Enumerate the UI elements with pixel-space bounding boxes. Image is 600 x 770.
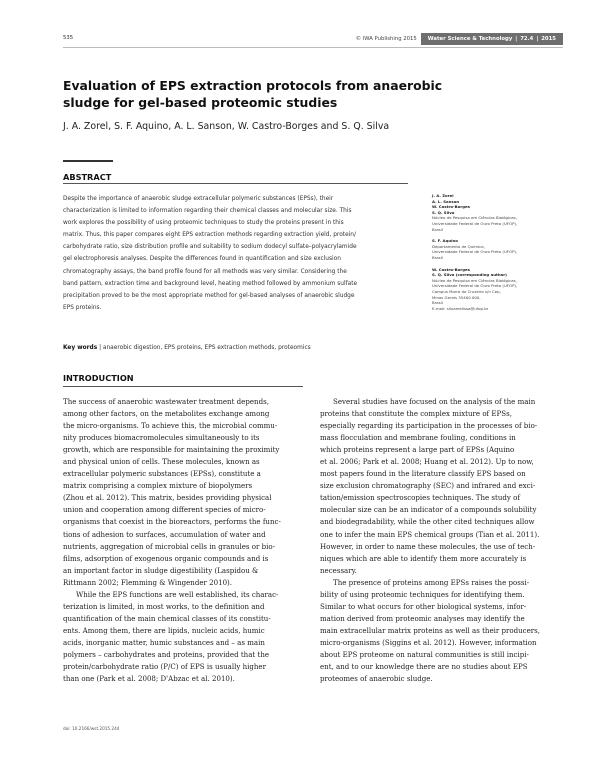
body-line: films, adsorption of exogenous organic compounds and is	[63, 553, 269, 563]
header-rule	[63, 47, 563, 48]
body-line: mation derived from proteomic analyses may identify the	[320, 613, 525, 623]
body-line: and biodegradability, while the other cited techniques allow	[320, 517, 535, 527]
affiliation-line: Departamento de Química,	[432, 243, 485, 249]
keywords-list: | anaerobic digestion, EPS proteins, EPS extraction methods, proteomics	[99, 345, 311, 351]
body-line: proteomes of anaerobic sludge.	[320, 674, 433, 684]
title-line-2: sludge for gel-based proteomic studies	[63, 95, 338, 110]
body-line: protein/carbohydrate ratio (P/C) of EPS is usually higher	[63, 662, 266, 672]
author-name: A. L. Sanson	[432, 198, 460, 204]
intro-column-2	[320, 396, 563, 685]
affiliation-line: Brasil	[432, 226, 443, 232]
affiliation-line: Universidade Federal de Ouro Preto (UFOP),	[432, 249, 518, 255]
section-divider	[63, 160, 113, 162]
body-line: Rittmann 2002; Flemming & Wingender 2010).	[63, 577, 233, 587]
introduction-rule	[63, 386, 303, 387]
affiliation-line: Universidade Federal de Ouro Preto (UFOP),	[432, 283, 518, 289]
affiliation-line: Campus Morro do Cruzeiro s/n Cep,	[432, 288, 501, 294]
body-line: mass flocculation and membrane fouling, conditions in	[320, 433, 516, 443]
body-line: nity produces biomacromolecules simultaneously to its	[63, 433, 260, 443]
abstract-line: band pattern, extraction time and background level, heating method followed by ammonium sulfate	[63, 280, 358, 287]
affiliation-email: E-mail: silvamelissa@ufop.br	[432, 305, 489, 311]
body-line: acids, inorganic matter, humic substances and – as main	[63, 637, 265, 647]
abstract-line: chromatography assays, the band profile found for all methods was very similar. Considering the	[63, 268, 347, 275]
running-header	[63, 33, 563, 45]
author-name: J. A. Zorel	[432, 193, 454, 198]
abstract-rule	[63, 183, 408, 184]
journal-name: Water Science & Technology	[427, 36, 513, 42]
affiliation-line: Minas Gerais 35400 000,	[432, 294, 481, 300]
author-name: S. F. Aquino	[432, 238, 458, 244]
introduction-heading: INTRODUCTION	[63, 373, 134, 383]
journal-bar: Water Science & Technology | 72.4 | 2015	[421, 33, 563, 45]
body-line: and physical union of cells. These molecules, known as	[63, 457, 260, 467]
body-line: organisms that coexist in the bioreactors, performs the func-	[63, 517, 281, 527]
article-title	[63, 77, 483, 111]
header-right	[356, 33, 563, 45]
body-line: terization is limited, in most works, to the definition and	[63, 601, 265, 611]
intro-column-1	[63, 396, 303, 685]
body-line: tions of adhesion to surfaces, accumulation of water and	[63, 529, 266, 539]
body-line: an important factor in sludge digestibility (Laspidou &	[63, 565, 259, 575]
body-line: et al. 2006; Park et al. 2008; Huang et al. 2012). Up to now,	[320, 457, 534, 467]
keywords-label: Key words	[63, 345, 98, 351]
author-name: W. Castro-Borges	[432, 204, 470, 210]
body-line: than one (Park et al. 2008; D'Abzac et al. 2010).	[63, 674, 235, 684]
abstract-line: gel electrophoresis analyses. Despite the differences found in quantification and size exclusion	[63, 256, 341, 263]
body-line: polymers – carbohydrates and proteins, provided that the	[63, 649, 270, 659]
doi: doi: 10.2166/wst.2015.244	[63, 726, 120, 731]
journal-volume: 72.4	[520, 36, 534, 42]
body-line: bility of using proteomic techniques for identifying them.	[320, 589, 525, 599]
body-line: main extracellular matrix proteins as well as their producers,	[320, 625, 540, 635]
body-line: ents. Among them, there are lipids, nucleic acids, humic	[63, 625, 265, 635]
body-line: which proteins represent a large part of EPSs (Aquino	[320, 445, 515, 455]
body-line: proteins that constitute the complex mixture of EPSs,	[320, 409, 512, 419]
publisher: © IWA Publishing 2015	[355, 36, 417, 42]
body-line: matrix comprising a complex mixture of biopolymers	[63, 481, 253, 491]
affiliation-line: Brasil	[432, 254, 443, 260]
body-line: ent, and to our knowledge there are no studies about EPS	[320, 662, 528, 672]
affiliation-group-1	[432, 193, 562, 232]
body-line: union and cooperation among different species of micro-	[63, 505, 266, 515]
abstract-line: Despite the importance of anaerobic sludge extracellular polymeric substances (EPSs), their	[63, 196, 334, 202]
title-line-1: Evaluation of EPS extraction protocols from anaerobic	[63, 78, 443, 93]
affiliation-line: Brasil	[432, 300, 443, 306]
author-affiliations	[432, 193, 562, 317]
abstract-line: characterization is limited to information regarding their chemical classes and molecular size. This	[63, 208, 352, 215]
body-line: The presence of proteins among EPSs raises the possi-	[333, 577, 530, 587]
affiliation-group-2	[432, 238, 562, 260]
body-line: extracellular polymeric substances (EPSs), constitute a	[63, 469, 261, 479]
abstract-body	[63, 193, 408, 314]
author-name: W. Castro-Borges	[432, 266, 470, 272]
journal-year: 2015	[541, 36, 556, 42]
body-line: micro-organisms (Siggins et al. 2012). However, information	[320, 637, 537, 647]
affiliation-line: Núcleo de Pesquisa em Ciências Biológicas,	[432, 215, 517, 221]
abstract-line: matrix. Thus, this paper compares eight EPS extraction methods regarding extraction yield, protein/	[63, 232, 356, 239]
keywords	[63, 345, 408, 351]
author-name: S. Q. Silva	[432, 209, 455, 215]
author-name: S. Q. Silva (corresponding author)	[432, 272, 507, 278]
body-line: quantification of the main chemical classes of its constitu-	[63, 613, 271, 623]
body-line: most papers found in the literature classify EPS based on	[320, 469, 526, 479]
body-line: about EPS proteome on natural communities is still incipi-	[320, 649, 529, 659]
page-number: 535	[63, 35, 74, 41]
body-line: molecular size can be an indicator of a compounds solubility	[320, 505, 537, 515]
body-line: necessary.	[320, 565, 357, 575]
affiliation-line: Universidade Federal de Ouro Preto (UFOP),	[432, 220, 518, 226]
body-line: one to infer the main EPS chemical groups (Tian et al. 2011).	[320, 529, 540, 539]
body-line: growth, which are responsible for maintaining the proximity	[63, 445, 280, 455]
abstract-line: work explores the possibility of using proteomic techniques to study the proteins present in this	[63, 220, 344, 227]
abstract-line: precipitation proved to be the most appropriate method for gel-based analyses of anaerobic sludge	[63, 292, 355, 299]
body-line: especially regarding its participation in the processes of bio-	[320, 421, 538, 431]
body-line: Several studies have focused on the analysis of the main	[333, 397, 536, 406]
body-line: However, in order to name these molecules, the use of tech-	[320, 541, 536, 551]
abstract-heading: ABSTRACT	[63, 172, 112, 182]
body-line: the micro-organisms. To achieve this, the microbial commu-	[63, 421, 278, 431]
body-line: tation/emission spectroscopies techniques. The study of	[320, 493, 520, 503]
body-line: While the EPS functions are well established, its charac-	[76, 589, 279, 599]
body-line: The success of anaerobic wastewater treatment depends,	[63, 397, 269, 406]
affiliation-group-3	[432, 267, 562, 312]
affiliation-line: Núcleo de Pesquisa em Ciências Biológicas,	[432, 277, 517, 283]
body-line: niques which are able to identify them more accurately is	[320, 553, 527, 563]
body-line: (Zhou et al. 2012). This matrix, besides providing physical	[63, 493, 272, 503]
abstract-line: carbohydrate ratio, size distribution profile and suitability to sodium dodecyl sulfate–polyacrylamide	[63, 244, 357, 251]
body-line: Similar to what occurs for other biological systems, infor-	[320, 601, 527, 611]
authors: J. A. Zorel, S. F. Aquino, A. L. Sanson, W. Castro-Borges and S. Q. Silva	[63, 121, 390, 132]
body-line: among other factors, on the metabolites exchange among	[63, 409, 270, 419]
body-line: nutrients, aggregation of microbial cells in granules or bio-	[63, 541, 275, 551]
body-line: size exclusion chromatography (SEC) and infrared and exci-	[320, 481, 536, 491]
abstract-line: EPS proteins.	[63, 304, 102, 311]
